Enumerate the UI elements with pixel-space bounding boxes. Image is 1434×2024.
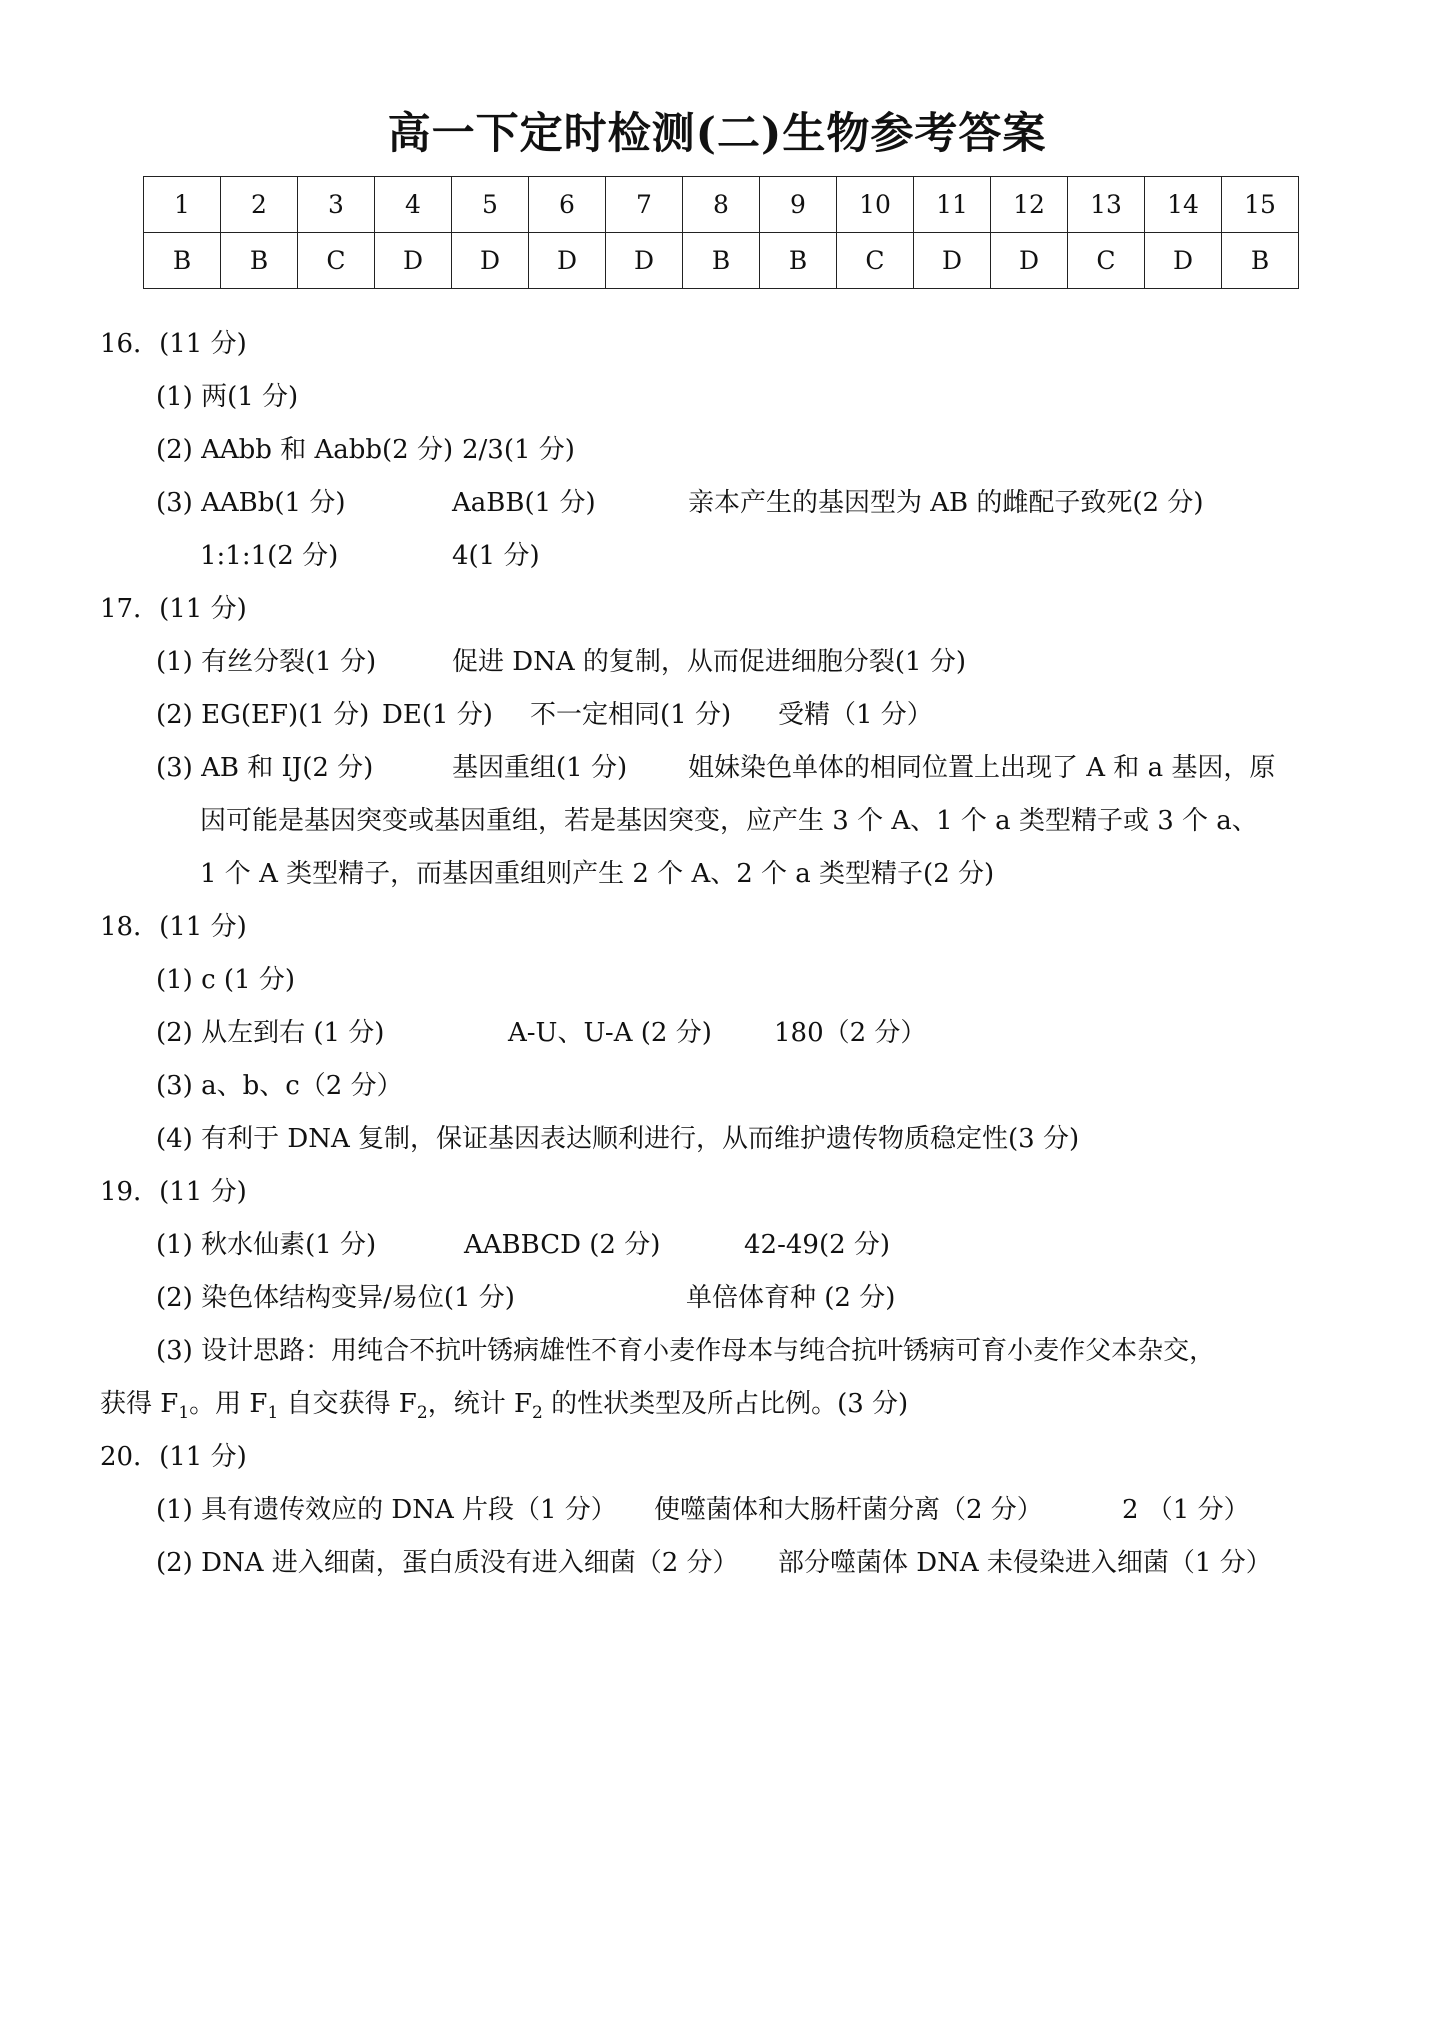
answer-text: 促进 DNA 的复制，从而促进细胞分裂(1 分): [452, 647, 966, 677]
subscript: 1: [267, 1403, 279, 1424]
answer-text: 。用 F: [189, 1389, 268, 1419]
question-number-cell: 14: [1145, 177, 1222, 233]
answer-cell: B: [144, 233, 221, 289]
answer-text: 的性状类型及所占比例。(3 分): [542, 1389, 909, 1419]
answer-cell: D: [452, 233, 529, 289]
answer-text: ，统计 F: [427, 1389, 532, 1419]
question-number-cell: 11: [914, 177, 991, 233]
subscript: 2: [416, 1403, 428, 1424]
question-17-part-1: [100, 636, 1346, 689]
answer-text: (3) AABb(1 分): [156, 488, 346, 518]
answer-text: 获得 F: [100, 1389, 179, 1419]
answer-text: 部分噬菌体 DNA 未侵染进入细菌（1 分）: [778, 1548, 1272, 1578]
answer-text: (1) 秋水仙素(1 分): [156, 1230, 377, 1260]
answer-cell: C: [837, 233, 914, 289]
answer-text: (2) 从左到右 (1 分): [156, 1018, 385, 1048]
question-number-cell: 4: [375, 177, 452, 233]
answer-text: (2) AAbb 和 Aabb(2 分): [156, 435, 454, 465]
answer-cell: B: [221, 233, 298, 289]
answer-text: AABBCD (2 分): [464, 1230, 661, 1260]
answer-text: (2) DNA 进入细菌，蛋白质没有进入细菌（2 分）: [156, 1548, 739, 1578]
answer-cell: B: [760, 233, 837, 289]
question-19-part-3-continued: [100, 1378, 1346, 1431]
answer-text: A-U、U-A (2 分): [508, 1018, 712, 1048]
question-number-cell: 9: [760, 177, 837, 233]
question-number-cell: 7: [606, 177, 683, 233]
answer-text: (2) 染色体结构变异/易位(1 分): [156, 1283, 515, 1313]
answer-text: (3) 设计思路：用纯合不抗叶锈病雄性不育小麦作母本与纯合抗叶锈病可育小麦作父本杂交，: [156, 1336, 1216, 1366]
question-17-heading: 17．(11 分): [100, 594, 247, 624]
question-number-cell: 15: [1222, 177, 1299, 233]
answer-text: 基因重组(1 分): [452, 753, 628, 783]
answer-text: DE(1 分): [382, 700, 493, 730]
answer-cell: D: [606, 233, 683, 289]
answer-text: (4) 有利于 DNA 复制，保证基因表达顺利进行，从而维护遗传物质稳定性(3 分): [156, 1124, 1080, 1154]
answer-cell: D: [914, 233, 991, 289]
answer-text: 姐妹染色单体的相同位置上出现了 A 和 a 基因，原: [688, 753, 1276, 783]
answer-cell: D: [375, 233, 452, 289]
answer-text: (2) EG(EF)(1 分): [156, 700, 370, 730]
question-16-heading: 16．(11 分): [100, 329, 247, 359]
answer-text: 2/3(1 分): [462, 435, 575, 465]
answer-content: [100, 318, 1346, 1590]
answer-text: (3) a、b、c（2 分）: [156, 1071, 403, 1101]
question-16-part-3: [100, 477, 1346, 530]
answer-cell: C: [1068, 233, 1145, 289]
question-16-part-3-continued: [100, 530, 1346, 583]
answer-text: (1) 有丝分裂(1 分): [156, 647, 377, 677]
question-number-cell: 13: [1068, 177, 1145, 233]
answer-text: 受精（1 分）: [778, 700, 933, 730]
answer-cell: B: [683, 233, 760, 289]
question-19-part-2: [100, 1272, 1346, 1325]
subscript: 1: [178, 1403, 190, 1424]
answer-cell: D: [529, 233, 606, 289]
question-19-heading: 19．(11 分): [100, 1177, 247, 1207]
answer-text: 42-49(2 分): [744, 1230, 891, 1260]
answer-cell: D: [1145, 233, 1222, 289]
answer-key-table: [143, 176, 1299, 289]
answer-text: 4(1 分): [452, 541, 540, 571]
answer-cell: B: [1222, 233, 1299, 289]
answer-text: AaBB(1 分): [452, 488, 596, 518]
answer-text: 1 个 A 类型精子，而基因重组则产生 2 个 A、2 个 a 类型精子(2 分): [200, 859, 995, 889]
question-number-row: [144, 177, 1299, 233]
question-18-part-1: [100, 954, 1346, 1007]
question-number-cell: 2: [221, 177, 298, 233]
answer-text: 使噬菌体和大肠杆菌分离（2 分）: [654, 1495, 1043, 1525]
answer-text: (1) c (1 分): [156, 965, 296, 995]
answer-text: 因可能是基因突变或基因重组，若是基因突变，应产生 3 个 A、1 个 a 类型精子或 3 个 a、: [200, 806, 1258, 836]
question-18-part-2: [100, 1007, 1346, 1060]
question-19-part-1: [100, 1219, 1346, 1272]
answer-text: (3) AB 和 IJ(2 分): [156, 753, 374, 783]
answer-text: 亲本产生的基因型为 AB 的雌配子致死(2 分): [688, 488, 1204, 518]
question-number-cell: 3: [298, 177, 375, 233]
question-19-part-3: [100, 1325, 1346, 1378]
question-number-cell: 1: [144, 177, 221, 233]
answer-cell: D: [991, 233, 1068, 289]
page-title: 高一下定时检测(二)生物参考答案: [387, 109, 1047, 159]
answer-text: 2 （1 分）: [1122, 1495, 1250, 1525]
question-17-part-3-continued: [100, 848, 1346, 901]
question-20-part-1: [100, 1484, 1346, 1537]
question-20-part-2: [100, 1537, 1346, 1590]
subscript: 2: [532, 1403, 543, 1424]
answer-text: 单倍体育种 (2 分): [686, 1283, 896, 1313]
question-18-heading: 18．(11 分): [100, 912, 247, 942]
question-number-cell: 6: [529, 177, 606, 233]
answer-letter-row: [144, 233, 1299, 289]
answer-text: (1) 具有遗传效应的 DNA 片段（1 分）: [156, 1495, 617, 1525]
question-16-part-2: [100, 424, 1346, 477]
answer-cell: C: [298, 233, 375, 289]
question-18-part-3: [100, 1060, 1346, 1113]
question-17-part-3: [100, 742, 1346, 795]
question-number-cell: 8: [683, 177, 760, 233]
answer-text: 不一定相同(1 分): [530, 700, 732, 730]
answer-text: 自交获得 F: [278, 1389, 417, 1419]
question-16-part-1: [100, 371, 1346, 424]
question-18-part-4: [100, 1113, 1346, 1166]
question-20-heading: 20．(11 分): [100, 1442, 247, 1472]
question-17-part-2: [100, 689, 1346, 742]
question-number-cell: 12: [991, 177, 1068, 233]
answer-text: 1:1:1(2 分): [200, 541, 339, 571]
question-number-cell: 5: [452, 177, 529, 233]
question-number-cell: 10: [837, 177, 914, 233]
answer-text: (1) 两(1 分): [156, 382, 299, 412]
answer-text: 180（2 分）: [774, 1018, 927, 1048]
question-17-part-3-continued: [100, 795, 1346, 848]
